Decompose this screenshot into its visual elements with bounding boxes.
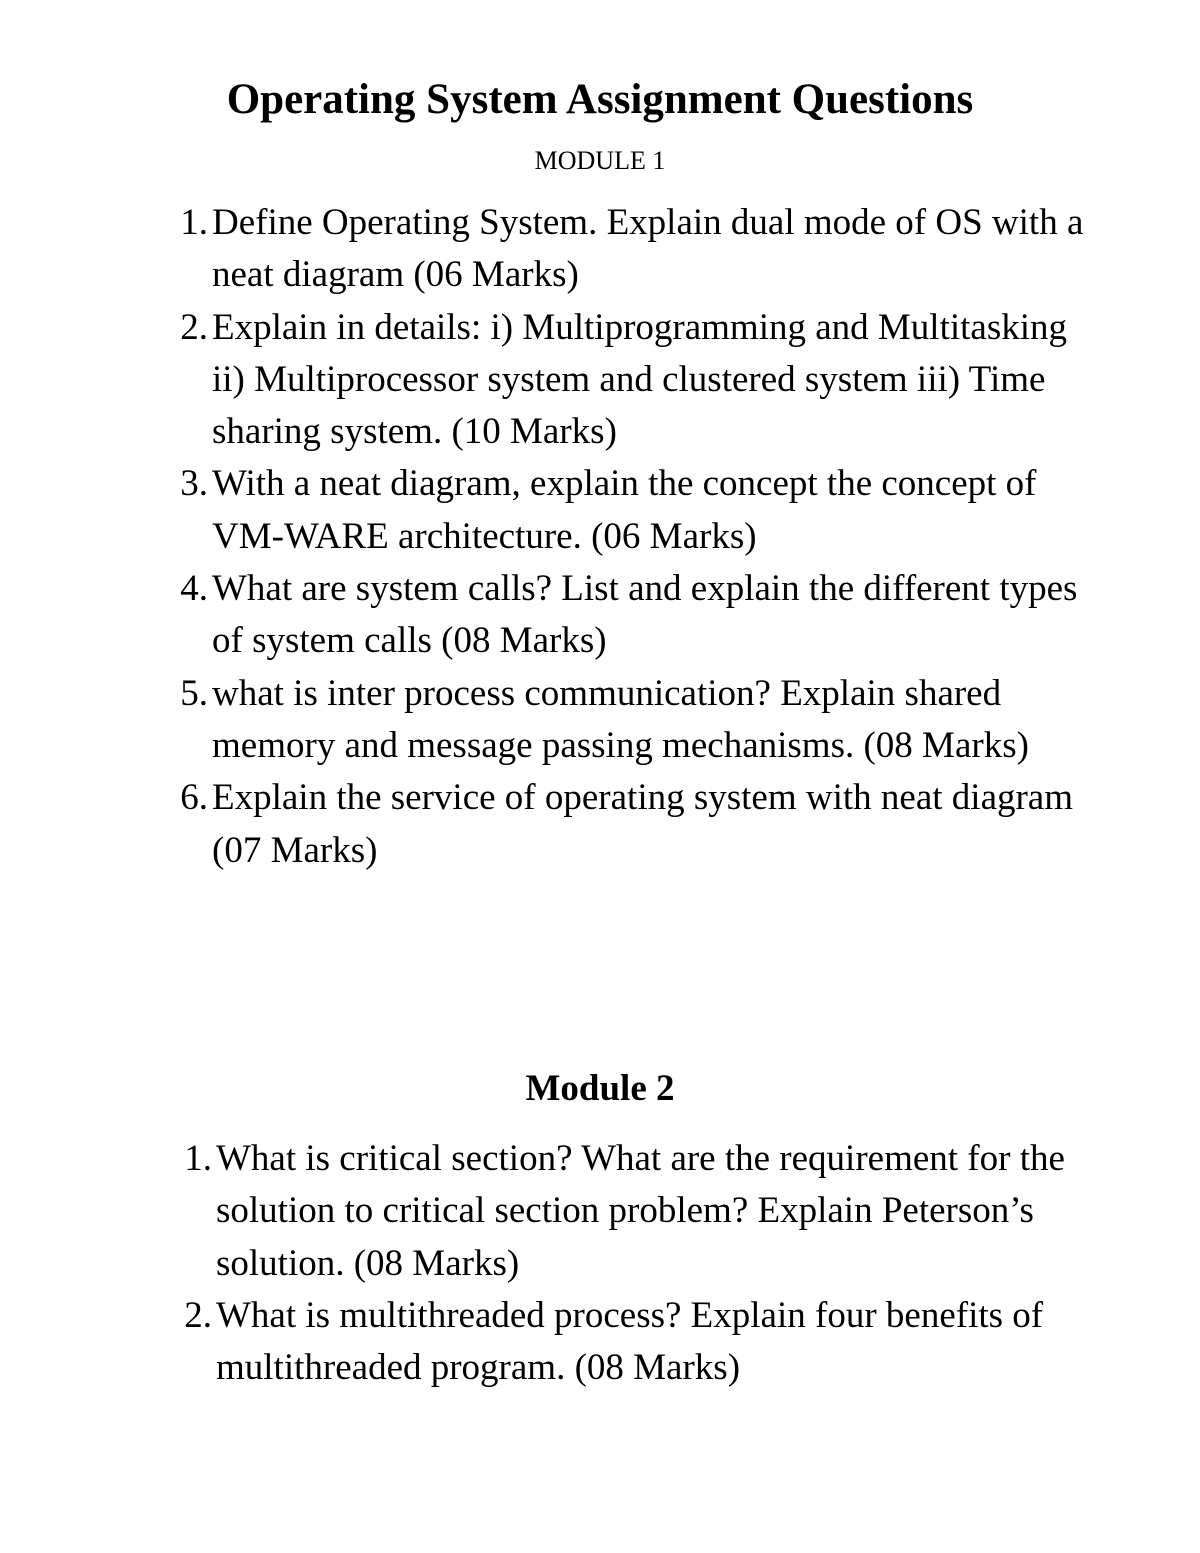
question-number: 1. xyxy=(184,1138,212,1179)
question-number: 3. xyxy=(180,463,208,505)
module-1-question-list xyxy=(180,197,1092,877)
question-text: What is multithreaded process? Explain four benefits of multithreaded program. (08 Marks) xyxy=(216,1294,1044,1389)
question-number: 6. xyxy=(180,777,208,819)
question-number: 2. xyxy=(180,306,208,348)
question-text: Explain in details: i) Multiprogramming and Multitasking ii) Multiprocessor system and clustered system iii) Time sharing system. (10 Marks) xyxy=(212,306,1068,453)
question-text: Explain the service of operating system with neat diagram (07 Marks) xyxy=(212,777,1074,871)
question-item xyxy=(180,772,1092,877)
question-number: 4. xyxy=(180,568,208,610)
question-number: 5. xyxy=(180,672,208,714)
question-number: 1. xyxy=(180,202,208,243)
module-1-heading: MODULE 1 xyxy=(534,146,666,175)
module-2-heading: Module 2 xyxy=(525,1068,675,1109)
question-text: With a neat diagram, explain the concept the concept of VM-WARE architecture. (06 Marks) xyxy=(212,463,1037,557)
module-2-question-list xyxy=(184,1133,1096,1394)
question-text: what is inter process communication? Explain shared memory and message passing mechanisms. (08 Marks) xyxy=(212,672,1029,766)
question-item xyxy=(180,302,1092,459)
question-item xyxy=(180,458,1092,563)
question-item xyxy=(184,1290,1096,1395)
question-item xyxy=(180,197,1092,302)
question-text: What is critical section? What are the requirement for the solution to critical section problem? Explain Peterson’s solution. (08 Marks) xyxy=(216,1138,1065,1284)
question-number: 2. xyxy=(184,1294,212,1336)
question-item xyxy=(180,563,1092,668)
page-title: Operating System Assignment Questions xyxy=(226,76,974,123)
question-text: Define Operating System. Explain dual mode of OS with a neat diagram (06 Marks) xyxy=(212,202,1084,296)
question-item xyxy=(180,668,1092,773)
question-text: What are system calls? List and explain the different types of system calls (08 Marks) xyxy=(212,568,1078,662)
question-item xyxy=(184,1133,1096,1290)
